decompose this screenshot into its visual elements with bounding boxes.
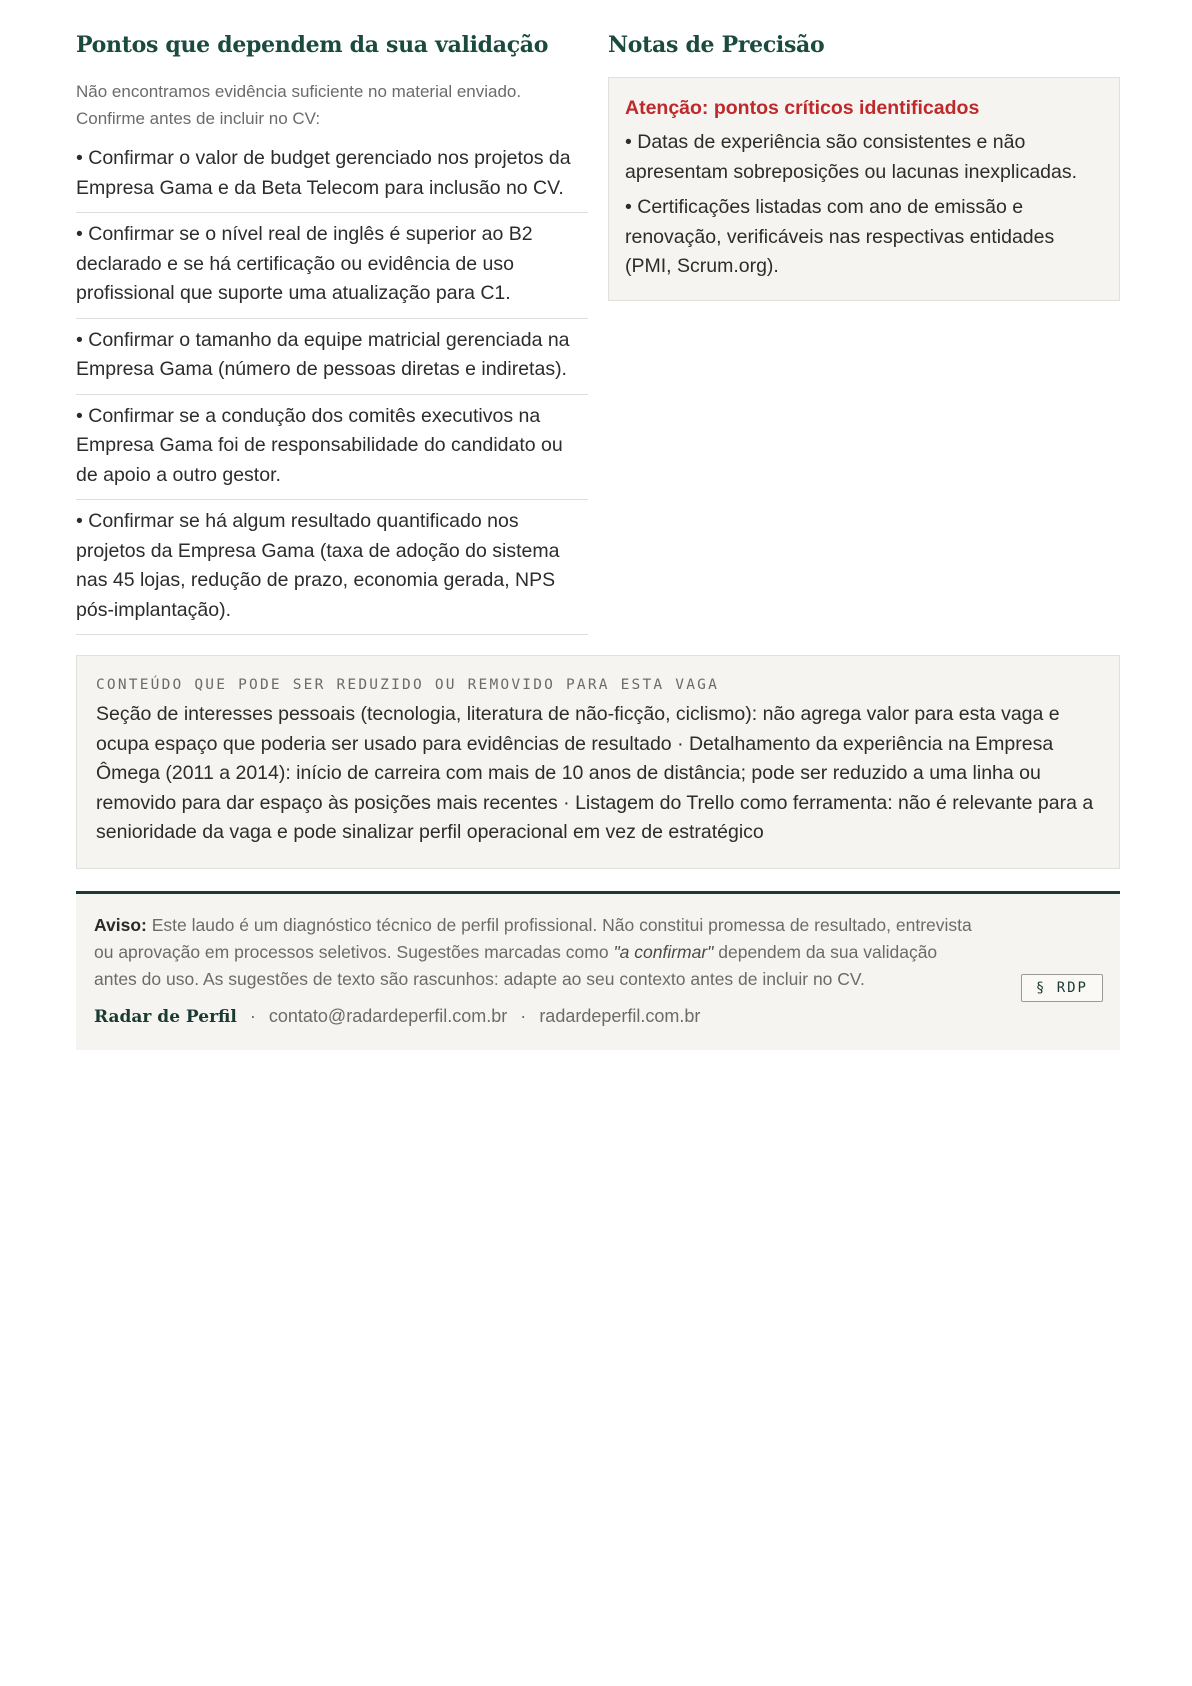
- report-page: [76, 30, 1120, 1050]
- validation-item: • Confirmar se há algum resultado quantificado nos projetos da Empresa Gama (taxa de adoção do sistema nas 45 lojas, redução de prazo, economia gerada, NPS pós-implantação).: [76, 500, 588, 635]
- brand-line: [94, 1003, 1102, 1030]
- reducible-content-text: Seção de interesses pessoais (tecnologia, literatura de não-ficção, ciclismo): não agrega valor para esta vaga e ocupa espaço que poderia ser usado para evidências de resultado · Detalhamento da experiência na Empresa Ômega (2011 a 2014): início de carreira com mais de 10 anos de distância; pode ser reduzido a uma linha ou removido para dar espaço às posições mais recentes · Listagem do Trello como ferramenta: não é relevante para a senioridade da vaga e pode sinalizar perfil operacional em vez de estratégico: [96, 703, 1094, 843]
- disclaimer-text: [94, 912, 974, 993]
- validation-intro: Não encontramos evidência suficiente no material enviado. Confirme antes de incluir no CV:: [76, 82, 522, 128]
- validation-item: • Confirmar o valor de budget gerenciado nos projetos da Empresa Gama e da Beta Telecom para inclusão no CV.: [76, 144, 588, 213]
- validation-item: • Confirmar se a condução dos comitês executivos na Empresa Gama foi de responsabilidade do candidato ou de apoio a outro gestor.: [76, 395, 588, 501]
- precision-alert-title: Atenção: pontos críticos identificados: [625, 97, 980, 119]
- website-link[interactable]: radardeperfil.com.br: [539, 1005, 701, 1026]
- reducible-content-box: [76, 655, 1120, 869]
- precision-title: Notas de Precisão: [608, 32, 825, 58]
- two-column-section: [76, 30, 1120, 635]
- validation-list: [76, 144, 588, 635]
- precision-notes-box: [608, 77, 1120, 301]
- validation-section: [76, 30, 588, 635]
- disclaimer-emphasis: "a confirmar": [613, 941, 714, 962]
- reducible-content-label: CONTEÚDO QUE PODE SER REDUZIDO OU REMOVIDO PARA ESTA VAGA: [96, 677, 719, 693]
- precision-note: • Certificações listadas com ano de emissão e renovação, verificáveis nas respectivas entidades (PMI, Scrum.org).: [625, 196, 1055, 277]
- validation-item: • Confirmar o tamanho da equipe matricial gerenciada na Empresa Gama (número de pessoas diretas e indiretas).: [76, 319, 588, 395]
- precision-section: [608, 30, 1120, 635]
- validation-title: Pontos que dependem da sua validação: [76, 32, 549, 58]
- disclaimer-body-end: dependem da sua validação antes do uso. As sugestões de texto são rascunhos: adapte ao seu contexto antes de incluir no CV.: [94, 941, 938, 989]
- disclaimer-footer: [76, 891, 1120, 1050]
- disclaimer-label: Aviso:: [94, 914, 147, 935]
- separator: ·: [520, 1005, 527, 1026]
- brand-name: Radar de Perfil: [94, 1006, 237, 1027]
- precision-note: • Datas de experiência são consistentes e não apresentam sobreposições ou lacunas inexplicadas.: [625, 131, 1078, 183]
- contact-email-link[interactable]: contato@radardeperfil.com.br: [268, 1005, 508, 1026]
- separator: ·: [249, 1005, 256, 1026]
- rdp-badge: § RDP: [1021, 974, 1103, 1002]
- validation-item: • Confirmar se o nível real de inglês é superior ao B2 declarado e se há certificação ou evidência de uso profissional que suporte uma atualização para C1.: [76, 213, 588, 319]
- disclaimer-body-start: Este laudo é um diagnóstico técnico de perfil profissional. Não constitui promessa de resultado, entrevista ou aprovação em processos seletivos. Sugestões marcadas como: [94, 914, 972, 962]
